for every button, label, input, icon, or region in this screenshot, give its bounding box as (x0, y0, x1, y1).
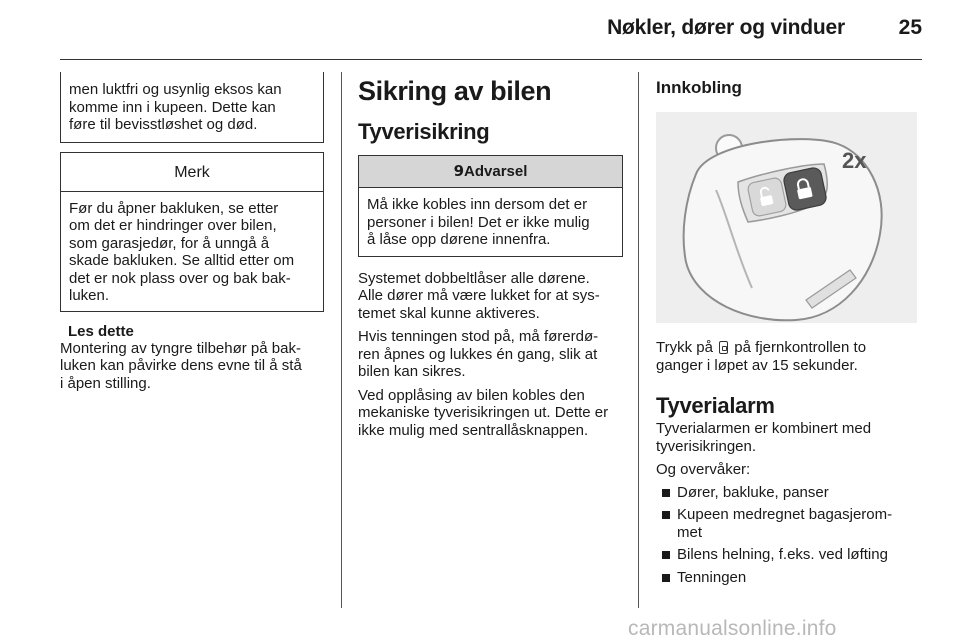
page-number: 25 (898, 16, 922, 39)
warning-box-title (359, 156, 622, 188)
innkobling-heading: Innkobling (656, 78, 742, 97)
les-dette-line: luken kan påvirke dens evne til å stå (60, 357, 302, 374)
body-line: Tyverialarmen er kombinert med (656, 420, 872, 437)
alarm-heading: Tyverialarm (656, 393, 775, 418)
danger-text-line: men luktfri og usynlig eksos kan (69, 81, 282, 98)
body-line: mekaniske tyverisikringen ut. Dette er (358, 404, 609, 421)
note-box (60, 152, 324, 312)
paragraph-1 (358, 270, 623, 323)
warning-box-body (359, 188, 622, 256)
body-line: ren åpnes og lukkes én gang, slik at (358, 345, 598, 363)
warning-text-line: personer i bilen! Det er ikke mulig (367, 213, 590, 231)
list-item: Tenningen (656, 569, 926, 587)
watermark: carmanualsonline.info (628, 617, 837, 640)
instruction-line-1 (656, 339, 926, 357)
column-2 (358, 72, 623, 439)
body-line: bilen kan sikres. (358, 363, 466, 380)
column-1 (60, 72, 324, 392)
note-text-line: Før du åpner bakluken, se etter (69, 199, 279, 217)
lock-icon (719, 341, 728, 354)
note-text-line: luken. (69, 287, 110, 304)
warning-text-line: å låse opp dørene innenfra. (367, 231, 551, 248)
body-line: Alle dører må være lukket for at sys- (358, 287, 600, 304)
instruction-pre: Trykk på (656, 339, 713, 356)
note-box-title: Merk (61, 153, 323, 192)
warning-box (358, 155, 623, 257)
note-text-line: om det er hindringer over bilen, (69, 217, 277, 234)
instruction-line-2: ganger i løpet av 15 sekunder. (656, 356, 858, 374)
note-box-body (61, 192, 323, 311)
note-text-line: som garasjedør, for å unngå å (69, 234, 270, 252)
body-line: ikke mulig med sentrallåsknappen. (358, 421, 589, 439)
note-text-line: skade bakluken. Se alltid etter om (69, 252, 295, 269)
body-line: Hvis tenningen stod på, må førerdø- (358, 328, 599, 345)
list-item: Dører, bakluke, panser (656, 484, 926, 502)
subsection-heading: Tyverisikring (358, 119, 490, 144)
list-item: Kupeen medregnet bagasjerom- met (656, 506, 926, 541)
body-line: temet skal kunne aktiveres. (358, 304, 540, 322)
body-line: Systemet dobbeltlåser alle dørene. (358, 269, 590, 287)
body-line: Ved opplåsing av bilen kobles den (358, 386, 585, 404)
column-3 (656, 72, 926, 591)
key-fob-image (656, 112, 917, 323)
alarm-intro (656, 420, 926, 455)
les-dette-line: i åpen stilling. (60, 374, 151, 392)
les-dette-label: Les dette (68, 322, 134, 340)
les-dette-line: Montering av tyngre tilbehør på bak- (60, 339, 301, 357)
danger-text-line: føre til bevisstløshet og død. (69, 116, 258, 133)
column-divider-1 (341, 72, 342, 608)
header-rule (60, 59, 922, 60)
body-line: tyverisikringen. (656, 437, 757, 455)
page-header-title: Nøkler, dører og vinduer (607, 16, 845, 39)
instruction (656, 339, 926, 374)
list-item: Bilens helning, f.eks. ved løfting (656, 546, 926, 564)
paragraph-2 (358, 328, 623, 381)
warning-symbol-icon: 9 (453, 162, 465, 180)
warning-text-line: Må ikke kobles inn dersom det er (367, 196, 588, 213)
monitor-list (656, 484, 926, 587)
press-count-label: 2x (842, 148, 867, 173)
column-divider-2 (638, 72, 639, 608)
danger-box-continued (60, 72, 324, 143)
warning-title-text: Advarsel (464, 163, 528, 180)
monitors-label: Og overvåker: (656, 461, 751, 478)
instruction-post: på fjernkontrollen to (734, 339, 867, 356)
danger-text-line: komme inn i kupeen. Dette kan (69, 98, 276, 116)
section-heading: Sikring av bilen (358, 76, 552, 106)
note-text-line: det er nok plass over og bak bak- (69, 269, 291, 287)
paragraph-3 (358, 387, 623, 440)
les-dette-section (60, 323, 324, 393)
key-fob-illustration (656, 112, 917, 323)
